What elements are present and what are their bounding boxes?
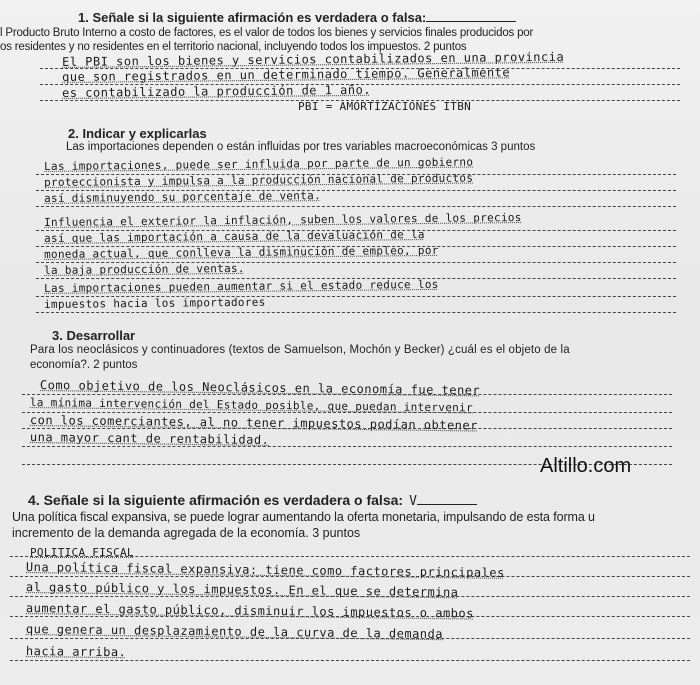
answer-blank <box>426 10 516 22</box>
question-1-answer-line-2: que son registrados en un determinado tiempo. Generalmente <box>62 65 511 84</box>
question-3-statement-line-2: economía?. 2 puntos <box>30 359 138 371</box>
question-2-answer-line-9: impuestos hacia los importadores <box>44 295 266 311</box>
question-3-title: 3. Desarrollar <box>52 328 136 343</box>
question-3-statement-line-1: Para los neoclásicos y continuadores (textos de Samuelson, Mochón y Becker) ¿cuál es el objeto de la <box>30 344 570 356</box>
question-2-answer-line-5: así que las importación a causa de la devaluación de la <box>44 228 425 245</box>
question-1-statement-line-2: os residentes y no residentes en el territorio nacional, incluyendo todos los impuestos. 2 puntos <box>0 41 467 53</box>
question-1-title-text: 1. Señale si la siguiente afirmación es verdadera o falsa: <box>78 10 427 25</box>
answer-line <box>10 660 690 661</box>
question-1-answer-line-1: El PBI son los bienes y servicios contabilizados en una provincia <box>62 49 565 69</box>
question-2-answer-line-1: Las importaciones, puede ser influida por parte de un gobierno <box>44 155 474 173</box>
question-2-answer-line-4: Influencia el exterior la inflación, suben los valores de los precios <box>44 210 522 229</box>
question-4-title-text: 4. Señale si la siguiente afirmación es verdadera o falsa: <box>28 492 404 508</box>
answer-blank <box>417 493 477 505</box>
question-1-statement-line-1: l Producto Bruto Interno a costo de factores, es el valor de todos los bienes y servicios finales producidos por <box>0 27 534 39</box>
question-3-answer-line-4: una mayor cant de rentabilidad. <box>29 430 270 447</box>
question-4-answer-line-4: que genera un desplazamiento de la curva de la demanda <box>25 622 444 642</box>
question-4-answer-line-2: al gasto público y los impuestos. En el que se determina <box>25 580 459 600</box>
question-4-answer-line-5: hacia arriba. <box>25 644 127 660</box>
answer-line <box>36 312 676 313</box>
question-2-answer-line-3: así disminuyendo su porcentaje de venta. <box>44 189 322 205</box>
question-2-answer-line-6: moneda actual, que conlleva la disminución de empleo, por <box>44 243 439 261</box>
altillo-watermark: Altillo.com <box>540 455 632 477</box>
question-1-formula-note: PBI = AMORTIZACIONES ITBN <box>298 100 472 113</box>
question-2-statement: Las importaciones dependen o están influidas por tres variables macroeconómicas 3 puntos <box>66 141 536 153</box>
question-4-answer-heading: POLITICA FISCAL <box>30 546 134 559</box>
question-4-statement-line-1: Una política fiscal expansiva, se puede lograr aumentando la oferta monetaria, impulsando de esta forma u <box>12 510 595 524</box>
question-2-title: 2. Indicar y explicarlas <box>68 126 207 141</box>
question-1-answer-line-3: es contabilizado la producción de 1 año. <box>62 82 372 100</box>
question-4-answer-line-1: Una política fiscal expansiva: tiene como factores principales <box>25 560 505 580</box>
question-3-answer-line-2: la mínima intervención del Estado posible, que puedan intervenir <box>29 396 474 415</box>
question-2-answer-line-2: proteccionista y impulsa a la producción nacional de productos <box>44 171 474 189</box>
question-4-statement-line-2: incremento de la demanda agregada de la economía. 3 puntos <box>12 526 361 540</box>
answer-line <box>36 206 676 207</box>
question-2-answer-line-7: la baja producción de ventas. <box>44 261 245 277</box>
question-1-title <box>78 10 516 25</box>
question-3-answer-line-3: con los comerciantes, al no tener impuestos podían obtener <box>29 413 478 433</box>
answer-line <box>22 446 672 447</box>
question-4-answer-line-3: aumentar el gasto público, disminuir los impuestos o ambos <box>25 601 474 621</box>
question-2-answer-line-8: Las importaciones pueden aumentar si el estado reduce los <box>44 277 439 295</box>
question-4-answer-mark: V <box>409 494 417 509</box>
question-4-title <box>28 492 477 509</box>
question-3-answer-line-1: Como objetivo de los Neoclásicos en la economía fue tener <box>39 378 481 398</box>
